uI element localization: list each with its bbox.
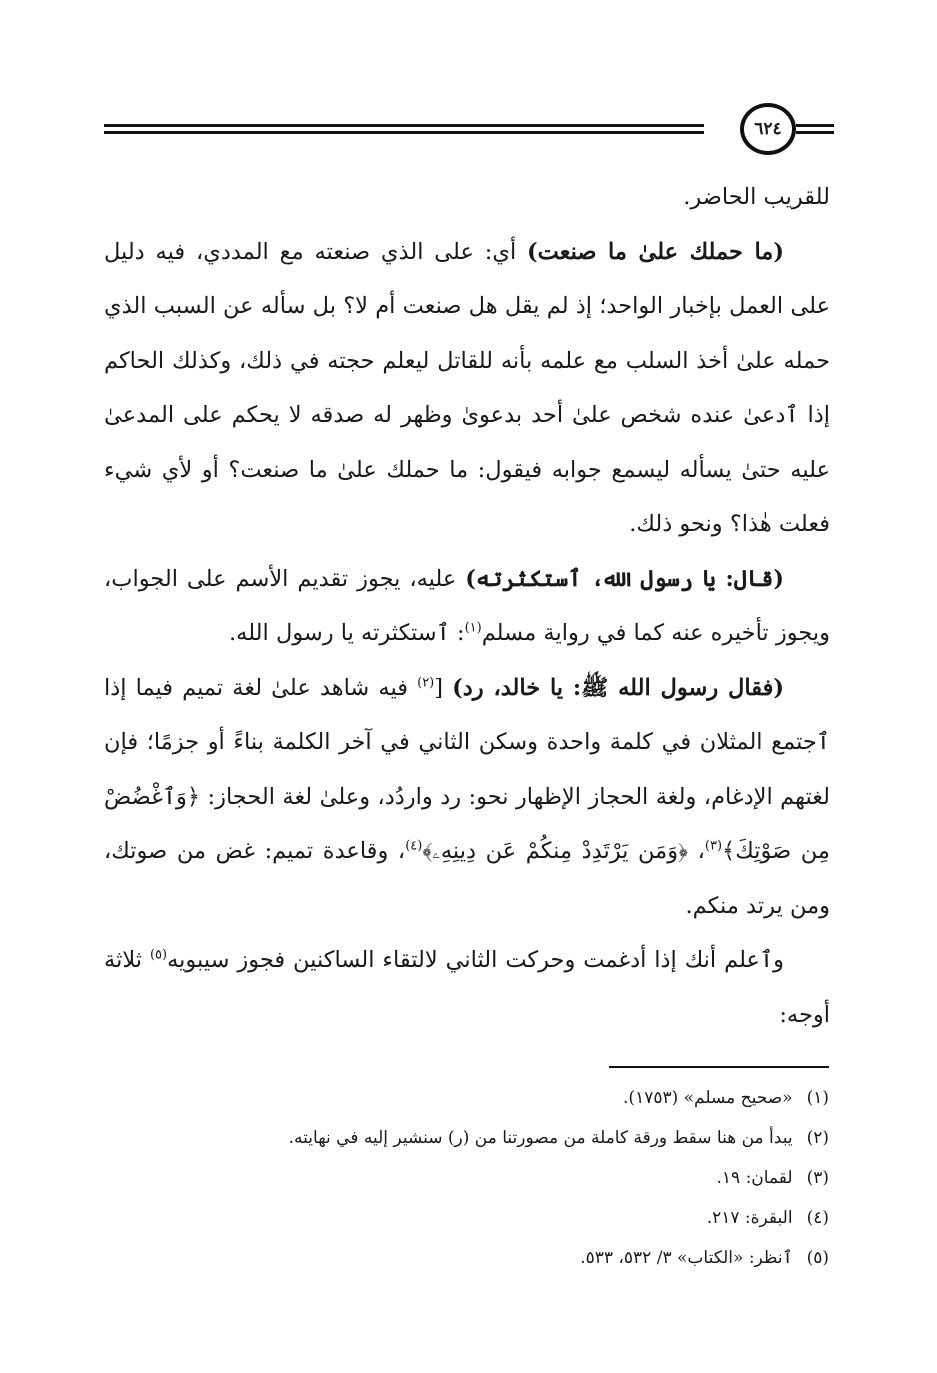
- footnote-separator: [609, 1066, 829, 1068]
- footnote-ref-3: (٣): [704, 838, 723, 854]
- footnote-text: يبدأ من هنا سقط ورقة كاملة من مصورتنا من (ر) سنشير إليه في نهايته.: [288, 1128, 793, 1148]
- paragraph-1: [104, 225, 830, 552]
- footnotes: [109, 1078, 829, 1278]
- footnote-number: (٣): [806, 1168, 829, 1188]
- page-header: [104, 100, 834, 160]
- header-rule-upper: [104, 124, 704, 127]
- paragraph-3-text-d: ، وقاعدة تميم: غض من صوتك، ومن يرتد منكم.: [104, 838, 830, 919]
- footnote-number: (٥): [806, 1248, 829, 1268]
- footnote-number: (٤): [806, 1208, 829, 1228]
- main-text: [104, 170, 830, 1042]
- page-number: ٦٢٤: [740, 103, 796, 155]
- paragraph-1-text: أي: على الذي صنعته مع المددي، فيه دليل على العمل بإخبار الواحد؛ إذ لم يقل هل صنعت أم لا؟ بل سأله عن السبب الذي حمله علىٰ أخذ السلب مع علمه بأنه للقاتل ليعلم حجته في ذلك، وكذلك الحاكم إذا ٱدعىٰ عنده شخص علىٰ أحد بدعوىٰ وظهر له صدقه لا يحكم على المدعىٰ عليه حتىٰ يسأله ليسمع جوابه فيقول: ما حملك علىٰ ما صنعت؟ أو لأي شيء فعلت هٰذا؟ ونحو ذلك.: [104, 238, 830, 537]
- paragraph-3-text-b: فيه شاهد علىٰ لغة تميم فيما إذا ٱجتمع المثلان في كلمة واحدة وسكن الثاني في آخر الكلمة بناءً أو جزمًا؛ فإن لغتهم الإدغام، ولغة الحجاز الإظهار نحو: رد واردُد، وعلىٰ لغة الحجاز: ﴿وَٱغْضُضْ مِن صَوْتِكَ﴾: [104, 674, 830, 864]
- footnote-2: [109, 1118, 829, 1158]
- header-rule-lower-right: [796, 131, 834, 134]
- footnote-5: [109, 1238, 829, 1278]
- footnote-ref-2: (٢): [417, 675, 435, 690]
- footnote-number: (٢): [806, 1128, 829, 1148]
- paragraph-4: [104, 933, 830, 1042]
- footnote-ref-5: (٥): [149, 947, 168, 963]
- footnote-1: [109, 1078, 829, 1118]
- paragraph-1-heading: (ما حملك علىٰ ما صنعت): [527, 238, 784, 265]
- paragraph-4-text-a: وٱعلم أنك إذا أدغمت وحركت الثاني لالتقاء الساكنين فجوز سيبويه: [167, 947, 785, 973]
- paragraph-2-text-a: عليه، يجوز تقديم الأسم على الجواب، ويجوز تأخيره عنه كما في رواية مسلم: [104, 565, 830, 646]
- footnote-ref-1: (١): [464, 620, 482, 636]
- paragraph-0: [104, 170, 830, 225]
- footnote-3: [109, 1158, 829, 1198]
- footnote-4: [109, 1198, 829, 1238]
- footnote-text: ٱنظر: «الكتاب» ٣/ ٥٣٢، ٥٣٣.: [580, 1248, 793, 1268]
- paragraph-3-heading: (فقال رسول الله ﷺ: يا خالد، رد): [452, 674, 784, 701]
- paragraph-3-text-c: ، ﴿وَمَن يَرْتَدِدْ مِنكُمْ عَن دِينِهِۦ﴾: [422, 838, 705, 864]
- header-rule-upper-right: [796, 124, 834, 127]
- footnote-number: (١): [806, 1088, 829, 1108]
- paragraph-2-heading: (قال: يا رسول الله، ٱستكثرته): [465, 565, 785, 592]
- header-rule-lower: [104, 131, 704, 134]
- footnote-text: لقمان: ١٩.: [716, 1168, 793, 1188]
- footnote-text: «صحيح مسلم» (١٧٥٣).: [623, 1088, 793, 1108]
- footnote-ref-4: (٤): [405, 838, 423, 854]
- paragraph-3: [104, 661, 830, 934]
- footnote-text: البقرة: ٢١٧.: [706, 1208, 793, 1228]
- paragraph-2-text-b: : ٱستكثرته يا رسول الله.: [229, 620, 465, 646]
- paragraph-2: [104, 552, 830, 661]
- paragraph-4-text-b: ثلاثة أوجه:: [104, 947, 830, 1028]
- paragraph-0-text: للقريب الحاضر.: [683, 184, 830, 210]
- paragraph-3-text-a: [: [434, 674, 453, 701]
